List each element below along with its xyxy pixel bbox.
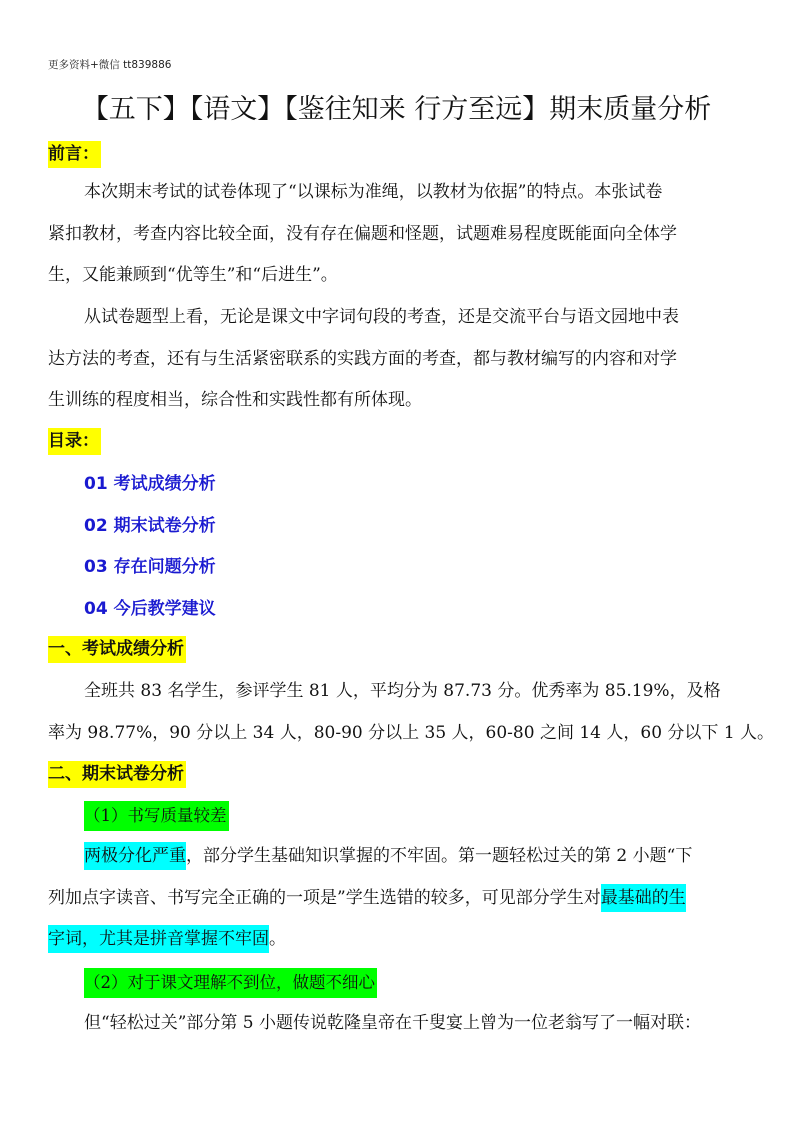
toc-item-text: 期末试卷分析 [113, 516, 216, 536]
toc-item-03[interactable] [84, 555, 216, 579]
toc-item-text: 存在问题分析 [113, 557, 216, 577]
section2-sub2-paragraph [84, 1003, 764, 1045]
highlight-polarization: 两极分化严重 [84, 842, 186, 870]
paragraph-line: 率为 98.77%，90 分以上 34 人，80-90 分以上 35 人，60-80 之间 14 人，60 分以下 1 人。 [48, 722, 775, 743]
paragraph-line: 全班共 83 名学生，参评学生 81 人，平均分为 87.73 分。优秀率为 85.19%，及格 [84, 681, 721, 701]
highlight-basic-words: 最基础的生 [601, 884, 686, 912]
preface-paragraph-1 [48, 172, 748, 297]
toc-item-number: 02 [84, 516, 108, 536]
toc-item-number: 03 [84, 557, 108, 577]
section1-heading: 一、考试成绩分析 [48, 636, 186, 663]
toc-item-01[interactable] [84, 472, 216, 496]
header-watermark: 更多资料+微信 tt839886 [48, 59, 172, 71]
paragraph-line: 生，又能兼顾到“优等生”和“后进生”。 [48, 265, 338, 285]
paragraph-line: 本次期末考试的试卷体现了“以课标为准绳，以教材为依据”的特点。本张试卷 [84, 182, 663, 202]
toc-item-number: 01 [84, 474, 108, 494]
toc-item-04[interactable] [84, 597, 216, 621]
highlight-pinyin: 字词，尤其是拼音掌握不牢固 [48, 925, 269, 953]
paragraph-line: 生训练的程度相当，综合性和实践性都有所体现。 [48, 390, 422, 410]
paragraph-line [48, 878, 748, 920]
section2-sub1-paragraph [48, 836, 748, 961]
toc-label: 目录： [48, 428, 101, 455]
document-title: 【五下】【语文】【鉴往知来 行方至远】期末质量分析 [81, 94, 712, 125]
paragraph-line: 但“轻松过关”部分第 5 小题传说乾隆皇帝在千叟宴上曾为一位老翁写了一幅对联： [84, 1013, 702, 1033]
text-span: 。 [269, 929, 286, 949]
text-span: 列加点字读音、书写完全正确的一项是”学生选错的较多，可见部分学生对 [48, 887, 601, 908]
paragraph-line: 紧扣教材，考查内容比较全面，没有存在偏题和怪题，试题难易程度既能面向全体学 [48, 223, 677, 244]
preface-paragraph-2 [48, 297, 748, 422]
preface-label: 前言： [48, 141, 101, 168]
subheading-text-understanding: （2）对于课文理解不到位，做题不细心 [84, 968, 377, 998]
paragraph-line: 从试卷题型上看，无论是课文中字词句段的考查，还是交流平台与语文园地中表 [84, 307, 679, 327]
paragraph-line [48, 836, 748, 878]
text-span: ，部分学生基础知识掌握的不牢固。第一题轻松过关的第 2 小题“下 [186, 846, 693, 866]
section1-paragraph [48, 671, 775, 754]
paragraph-line: 达方法的考查，还有与生活紧密联系的实践方面的考查，都与教材编写的内容和对学 [48, 348, 677, 369]
section2-heading: 二、期末试卷分析 [48, 761, 186, 788]
paragraph-line [48, 919, 748, 961]
toc-item-02[interactable] [84, 514, 216, 538]
toc-item-text: 考试成绩分析 [113, 474, 216, 494]
toc-item-number: 04 [84, 599, 108, 619]
toc-item-text: 今后教学建议 [113, 599, 216, 619]
subheading-writing-quality: （1）书写质量较差 [84, 801, 229, 831]
